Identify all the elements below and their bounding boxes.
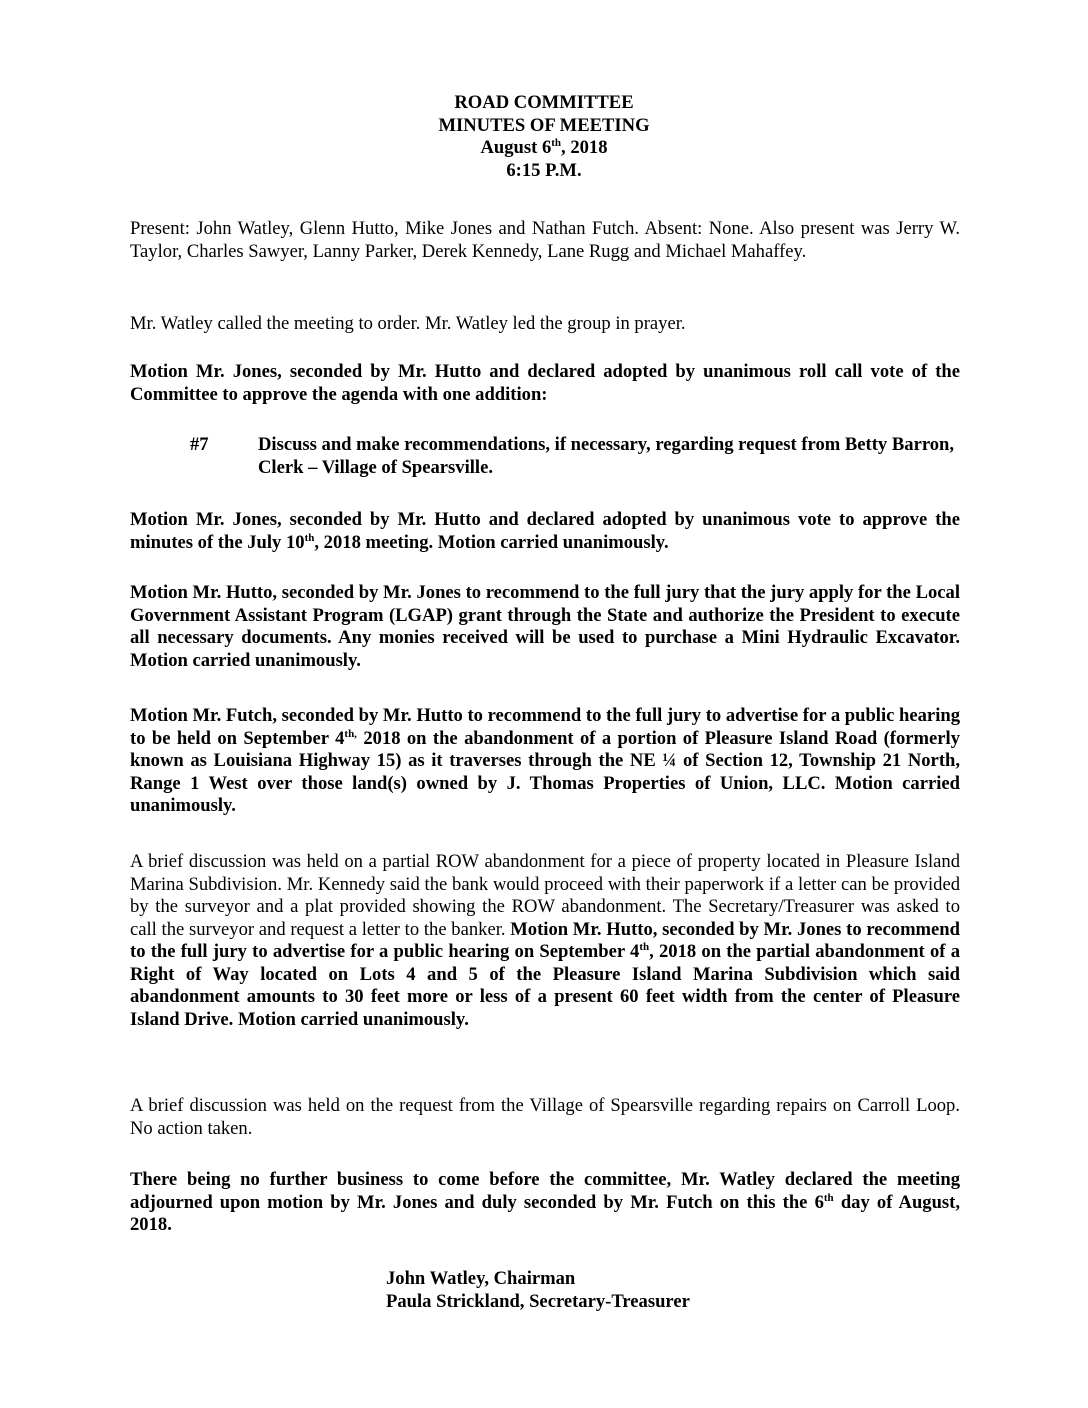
- agenda-item-text: Discuss and make recommendations, if necessary, regarding request from Betty Barron, Clerk – Village of Spearsville.: [258, 434, 955, 478]
- meeting-time: 6:15 P.M.: [506, 159, 582, 181]
- row-discussion-paragraph: A brief discussion was held on a partial ROW abandonment for a piece of property located in Pleasure Island Marina Subdivision. Mr. Kennedy said the bank would proceed with their paperwork if a letter can be provided by the surveyor and a plat provided showing the ROW abandonment. The Secretary/Treasurer was asked to call the surveyor and request a letter to the banker. Motion Mr. Hutto, seconded by Mr. Jones to recommend to the full jury to advertise for a public hearing on September 4th, 2018 on the partial abandonment of a Right of Way located on Lots 4 and 5 of the Pleasure Island Marina Subdivision which said abandonment amounts to 30 feet more or less of a present 60 feet width from the center of Pleasure Island Drive. Motion carried unanimously.: [130, 851, 960, 1030]
- minutes-title: MINUTES OF MEETING: [438, 114, 650, 136]
- lgap-grant-motion: Motion Mr. Hutto, seconded by Mr. Jones to recommend to the full jury that the jury apply for the Local Government Assistant Program (LGAP) grant through the State and authorize the President to execute all necessary documents. Any monies received will be used to purchase a Mini Hydraulic Excavator. Motion carried unanimously.: [130, 582, 960, 671]
- secretary-signature: Paula Strickland, Secretary-Treasurer: [386, 1290, 690, 1312]
- committee-title: ROAD COMMITTEE: [454, 92, 634, 113]
- attendance-paragraph: Present: John Watley, Glenn Hutto, Mike Jones and Nathan Futch. Absent: None. Also present was Jerry W. Taylor, Charles Sawyer, Lanny Parker, Derek Kennedy, Lane Rugg and Michael Mahaffey.: [130, 218, 960, 262]
- signature-block: [386, 1268, 690, 1313]
- adjournment-paragraph: There being no further business to come before the committee, Mr. Watley declared the meeting adjourned upon motion by Mr. Jones and duly seconded by Mr. Futch on this the 6th day of August, 2018.: [130, 1169, 961, 1235]
- road-abandonment-motion: Motion Mr. Futch, seconded by Mr. Hutto to recommend to the full jury to advertise for a public hearing to be held on September $4^{th,}$ 2018 on the abandonment of a portion of Pleasure Island Road (formerly known as Louisiana Highway 15) as it traverses through the NE ¼ of Section 12, Township 21 North, Range 1 West over those land(s) owned by J. Thomas Properties of Union, LLC. Motion carried unanimously.: [130, 705, 960, 816]
- spearsville-discussion-paragraph: A brief discussion was held on the request from the Village of Spearsville regarding repairs on Carroll Loop. No action taken.: [130, 1095, 960, 1139]
- call-to-order-paragraph: Mr. Watley called the meeting to order. Mr. Watley led the group in prayer.: [130, 313, 686, 334]
- chairman-signature: John Watley, Chairman: [386, 1268, 576, 1289]
- document-header: [0, 92, 1088, 182]
- agenda-item-number: #7: [190, 434, 209, 455]
- meeting-date: August 6th, 2018: [480, 136, 608, 158]
- minutes-approval-motion: Motion Mr. Jones, seconded by Mr. Hutto and declared adopted by unanimous vote to approve the minutes of the July 10th, 2018 meeting. Motion carried unanimously.: [130, 509, 960, 553]
- agenda-motion: Motion Mr. Jones, seconded by Mr. Hutto and declared adopted by unanimous roll call vote of the Committee to approve the agenda with one addition:: [130, 361, 960, 405]
